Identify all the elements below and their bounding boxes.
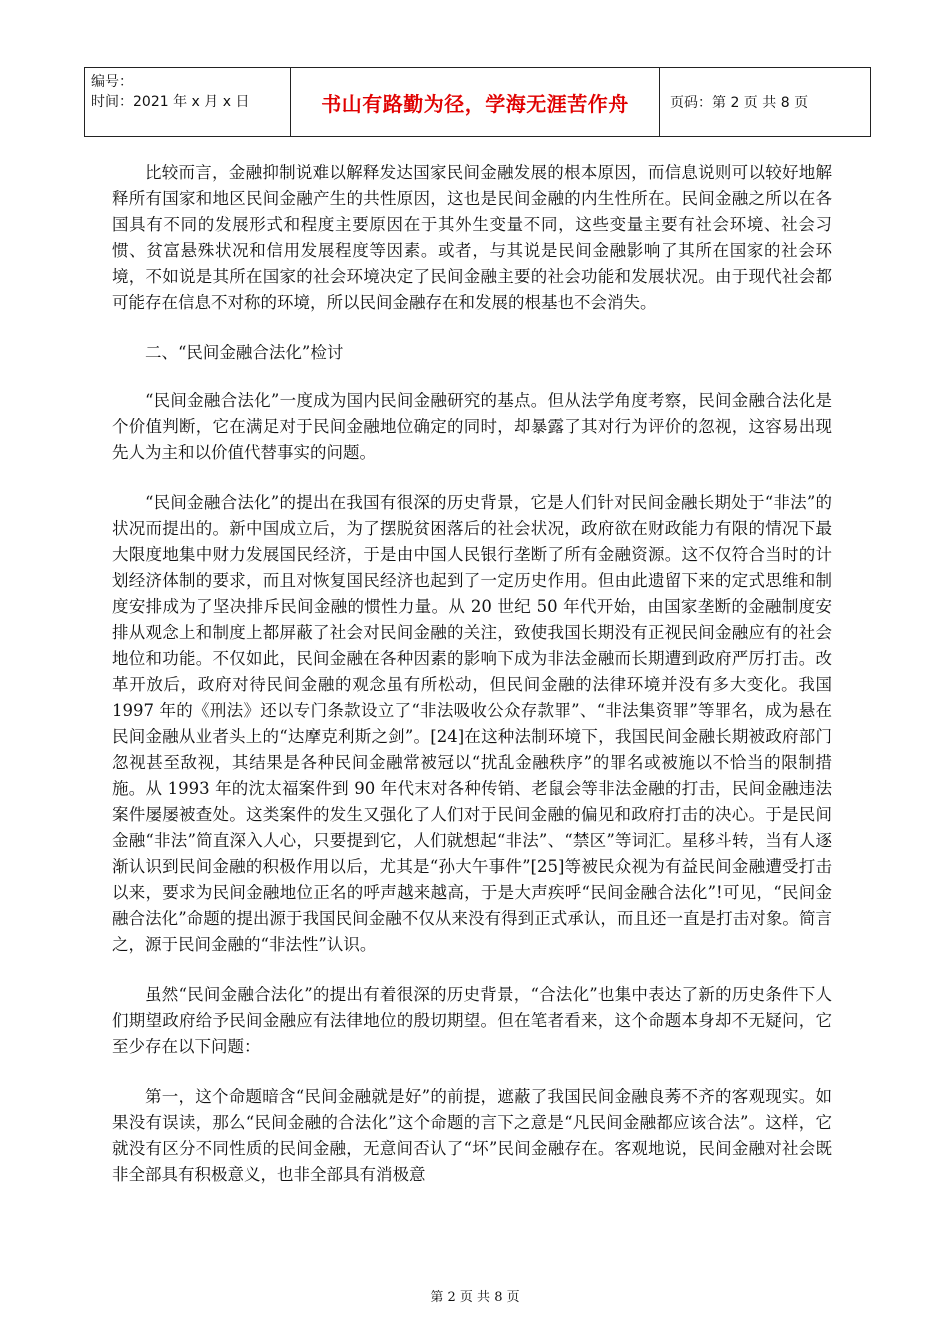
paragraph-5: 第一，这个命题暗含“民间金融就是好”的前提，遮蔽了我国民间金融良莠不齐的客观现实。如果没有误读，那么“民间金融的合法化”这个命题的言下之意是“凡民间金融都应该合法”。这样，它就没有区分不同性质的民间金融，无意间否认了“坏”民间金融存在。客观地说，民间金融对社会既非全部具有积极意义，也非全部具有消极意 <box>112 1087 832 1184</box>
document-date: 时间：2021 年 x 月 x 日 <box>91 94 250 110</box>
paragraph-2: “民间金融合法化”一度成为国内民间金融研究的基点。但从法学角度考察，民间金融合法化是个价值判断，它在满足对于民间金融地位确定的同时，却暴露了其对行为评价的忽视，这容易出现先人为主和以价值代替事实的问题。 <box>112 391 832 462</box>
document-number-label: 编号： <box>91 74 133 90</box>
header-motto: 书山有路勤为径，学海无涯苦作舟 <box>291 68 660 137</box>
page-footer: 第 2 页 共 8 页 <box>430 1290 520 1305</box>
paragraph-3: “民间金融合法化”的提出在我国有很深的历史背景，它是人们针对民间金融长期处于“非法”的状况而提出的。新中国成立后，为了摆脱贫困落后的社会状况，政府欲在财政能力有限的情况下最大限度地集中财力发展国民经济，于是由中国人民银行垄断了所有金融资源。这不仅符合当时的计划经济体制的要求，而且对恢复国民经济也起到了一定历史作用。但由此遗留下来的定式思维和制度安排成为了坚决排斥民间金融的惯性力量。从 20 世纪 50 年代开始，由国家垄断的金融制度安排从观念上和制度上都屏蔽了社会对民间金融的关注，致使我国长期没有正视民间金融应有的社会地位和功能。不仅如此，民间金融在各种因素的影响下成为非法金融而长期遭到政府严厉打击。改革开放后，政府对待民间金融的观念虽有所松动，但民间金融的法律环境并没有多大变化。我国 1997 年的《刑法》还以专门条款设立了“非法吸收公众存款罪”、“非法集资罪”等罪名，成为悬在民间金融从业者头上的“达摩克利斯之剑”。[24]在这种法制环境下，我国民间金融长期被政府部门忽视甚至敌视，其结果是各种民间金融常被冠以“扰乱金融秩序”的罪名或被施以不恰当的限制措施。从 1993 年的沈太福案件到 90 年代末对各种传销、老鼠会等非法金融的打击，民间金融违法案件屡屡被查处。这类案件的发生又强化了人们对于民间金融的偏见和政府打击的决心。于是民间金融“非法”简直深入人心，只要提到它，人们就想起“非法”、“禁区”等词汇。星移斗转，当有人逐渐认识到民间金融的积极作用以后，尤其是“孙大午事件”[25]等被民众视为有益民间金融遭受打击以来，要求为民间金融地位正名的呼声越来越高，于是大声疾呼“民间金融合法化”!可见，“民间金融合法化”命题的提出源于我国民间金融不仅从来没有得到正式承认，而且还一直是打击对象。简言之，源于民间金融的“非法性”认识。 <box>112 493 832 954</box>
header-page-info: 页码：第 2 页 共 8 页 <box>660 68 871 137</box>
paragraph-1: 比较而言，金融抑制说难以解释发达国家民间金融发展的根本原因，而信息说则可以较好地解释所有国家和地区民间金融产生的共性原因，这也是民间金融的内生性所在。民间金融之所以在各国具有不同的发展形式和程度主要原因在于其外生变量不同，这些变量主要有社会环境、社会习惯、贫富悬殊状况和信用发展程度等因素。或者，与其说是民间金融影响了其所在国家的社会环境，不如说是其所在国家的社会环境决定了民间金融主要的社会功能和发展状况。由于现代社会都可能存在信息不对称的环境，所以民间金融存在和发展的根基也不会消失。 <box>112 163 832 312</box>
paragraph-4: 虽然“民间金融合法化”的提出有着很深的历史背景，“合法化”也集中表达了新的历史条件下人们期望政府给予民间金融应有法律地位的殷切期望。但在笔者看来，这个命题本身却不无疑问，它至少存在以下问题： <box>112 985 832 1056</box>
header-meta-cell <box>85 68 291 137</box>
document-body <box>112 160 832 1188</box>
section-heading: 二、“民间金融合法化”检讨 <box>145 343 344 362</box>
document-header <box>84 67 871 137</box>
